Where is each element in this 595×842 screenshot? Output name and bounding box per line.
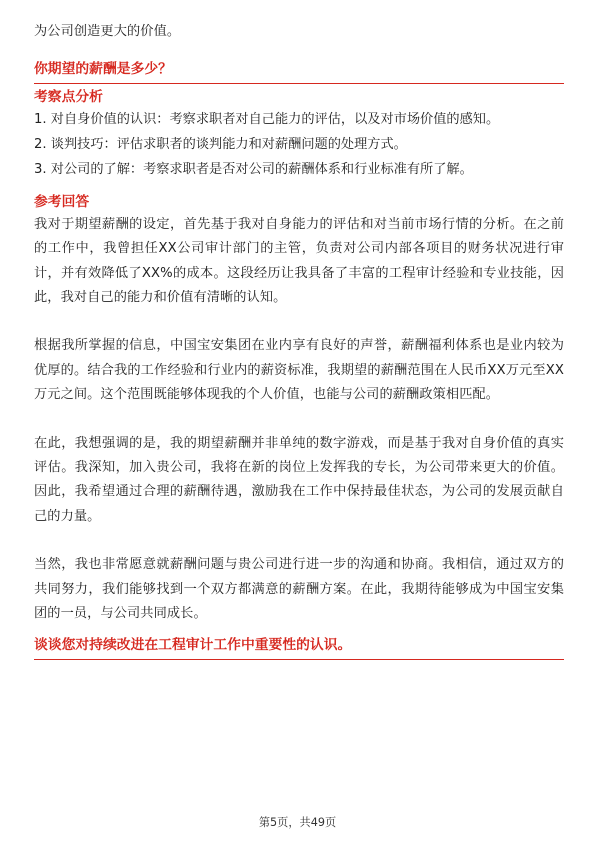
next-question-title: 谈谈您对持续改进在工程审计工作中重要性的认识。 [34, 634, 564, 660]
analysis-item: 2. 谈判技巧：评估求职者的谈判能力和对薪酬问题的处理方式。 [34, 137, 407, 153]
answer-paragraph: 在此，我想强调的是，我的期望薪酬并非单纯的数字游戏，而是基于我对自身价值的真实评估。我深知，加入贵公司，我将在新的岗位上发挥我的专长，为公司带来更大的价值。因此，我希望通过合理的薪酬待遇，激励我在工作中保持最佳状态，为公司的发展贡献自己的力量。 [34, 435, 564, 524]
analysis-item: 3. 对公司的了解：考察求职者是否对公司的薪酬体系和行业标准有所了解。 [34, 162, 473, 177]
page-number: 第5页，共49页 [258, 816, 337, 829]
answer-body [34, 213, 564, 627]
intro-line: 为公司创造更大的价值。 [34, 24, 181, 39]
answer-paragraph: 根据我所掌握的信息，中国宝安集团在业内享有良好的声誉，薪酬福利体系也是业内较为优厚的。结合我的工作经验和行业内的薪资标准，我期望的薪酬范围在人民币XX万元至XX万元之间。这个范围既能够体现我的个人价值，也能与公司的薪酬政策相匹配。 [34, 338, 564, 403]
question-title: 你期望的薪酬是多少？ [34, 58, 564, 84]
page-content [34, 20, 564, 660]
paragraph-spacer [34, 529, 564, 553]
paragraph-spacer [34, 310, 564, 334]
answer-paragraph: 我对于期望薪酬的设定，首先基于我对自身能力的评估和对当前市场行情的分析。在之前的工作中，我曾担任XX公司审计部门的主管，负责对公司内部各项目的财务状况进行审计，并有效降低了XX%的成本。这段经历让我具备了丰富的工程审计经验和专业技能，因此，我对自己的能力和价值有清晰的认知。 [34, 216, 564, 306]
analysis-item: 1. 对自身价值的认识：考察求职者对自己能力的评估，以及对市场价值的感知。 [34, 112, 500, 128]
answer-heading: 参考回答 [34, 193, 90, 210]
analysis-heading: 考察点分析 [34, 89, 103, 106]
analysis-list [34, 108, 564, 182]
paragraph-spacer [34, 408, 564, 432]
answer-paragraph: 当然，我也非常愿意就薪酬问题与贵公司进行进一步的沟通和协商。我相信，通过双方的共同努力，我们能够找到一个双方都满意的薪酬方案。在此，我期待能够成为中国宝安集团的一员，与公司共同成长。 [34, 557, 564, 622]
